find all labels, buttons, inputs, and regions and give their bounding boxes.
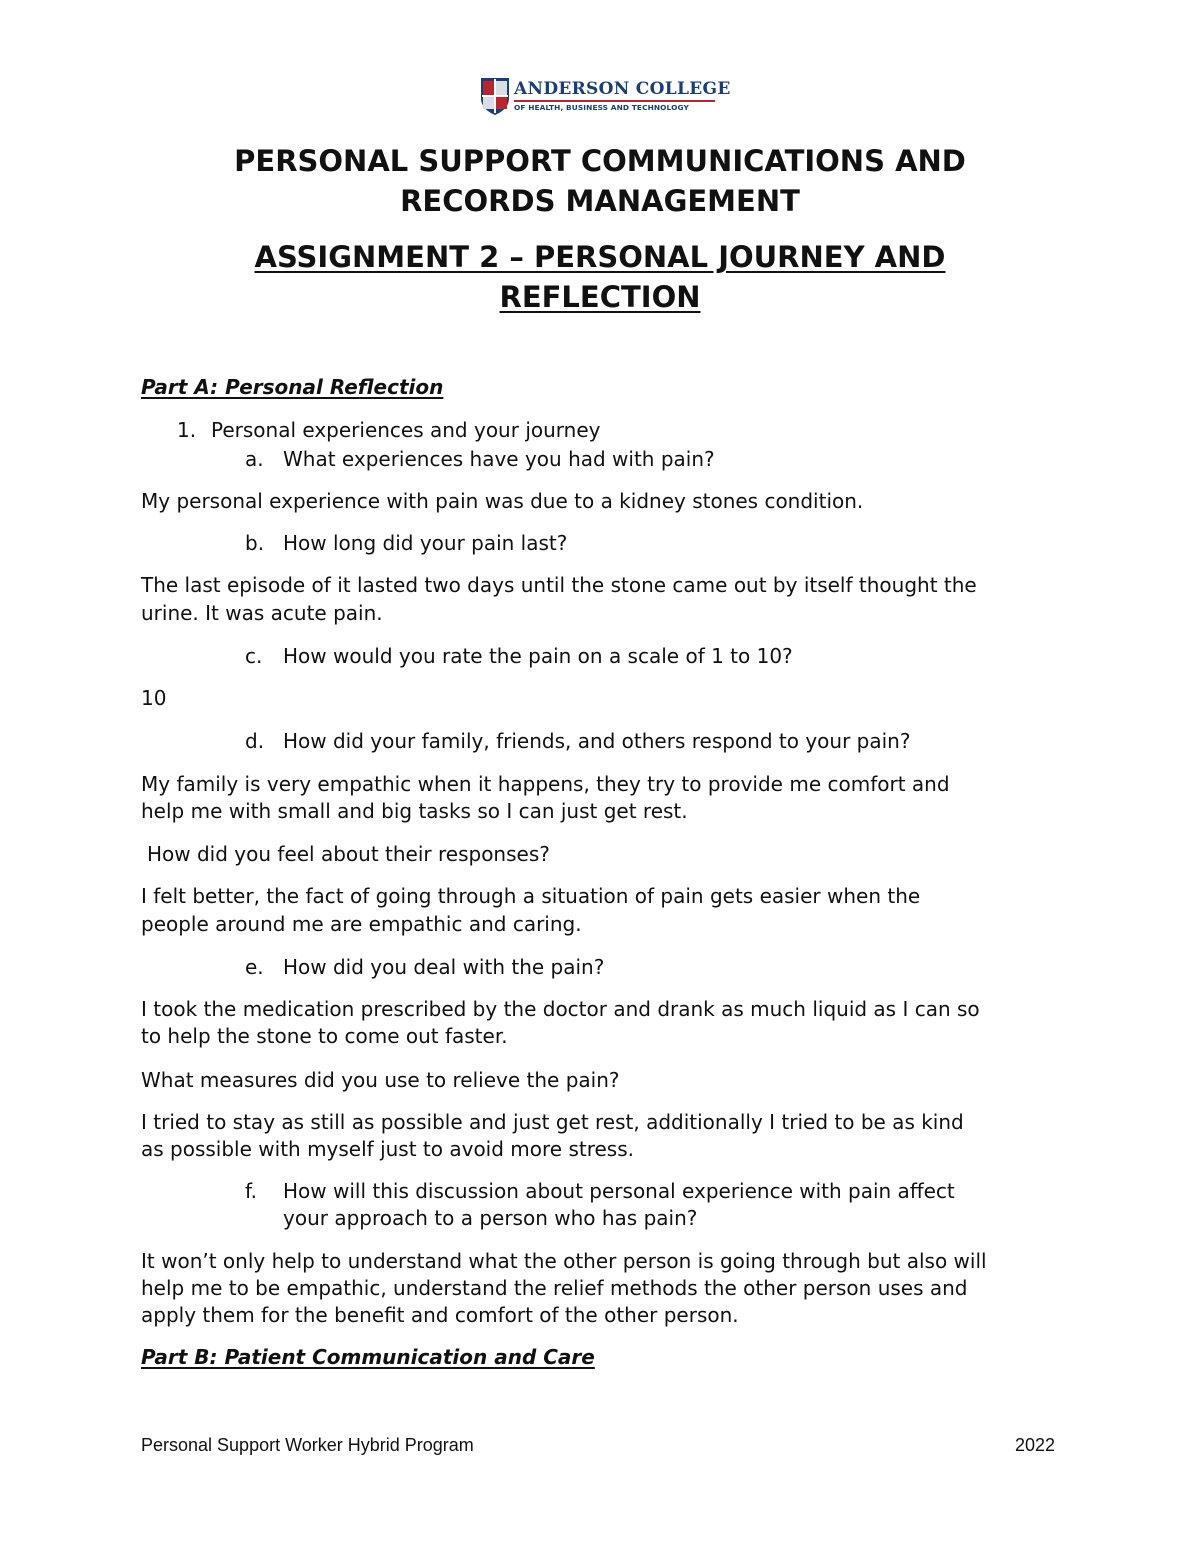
question-a: [245, 445, 1165, 473]
question-marker: e.: [245, 955, 264, 979]
question-marker: a.: [245, 447, 264, 471]
question-e: [245, 953, 1165, 981]
question-f-line-2: your approach to a person who has pain?: [283, 1206, 698, 1230]
answer-e2-line-2: as possible with myself just to avoid more stress.: [141, 1137, 634, 1161]
question-text: How would you rate the pain on a scale of 1 to 10?: [283, 644, 793, 668]
question-text: How did you deal with the pain?: [283, 955, 605, 979]
assignment-title-line-1: ASSIGNMENT 2 – PERSONAL JOURNEY AND: [254, 240, 946, 274]
answer-d-line-2: help me with small and big tasks so I can just get rest.: [141, 799, 688, 823]
course-title-line-2: RECORDS MANAGEMENT: [400, 184, 800, 218]
part-a-heading: Part A: Personal Reflection: [141, 375, 444, 399]
answer-f-line-2: help me to be empathic, understand the relief methods the other person uses and: [141, 1276, 968, 1300]
assignment-title-line-2: REFLECTION: [499, 280, 701, 314]
part-b-heading: Part B: Patient Communication and Care: [141, 1345, 595, 1369]
question-f: [245, 1177, 1165, 1205]
list-item-1: [177, 416, 1097, 444]
assignment-title: [130, 237, 1070, 317]
logo-name: ANDERSON COLLEGE: [514, 78, 731, 99]
question-marker: c.: [245, 644, 263, 668]
question-c: [245, 642, 1165, 670]
question-text: What experiences have you had with pain?: [283, 447, 715, 471]
question-d-followup: How did you feel about their responses?: [147, 842, 550, 866]
question-text: How long did your pain last?: [283, 531, 568, 555]
logo-subtitle: OF HEALTH, BUSINESS AND TECHNOLOGY: [514, 102, 689, 112]
list-item-text: Personal experiences and your journey: [211, 418, 601, 442]
logo-wordmark: [514, 78, 731, 112]
question-text: How did your family, friends, and others respond to your pain?: [283, 729, 911, 753]
answer-d2-line-2: people around me are empathic and caring.: [141, 912, 582, 936]
answer-f-line-3: apply them for the benefit and comfort of the other person.: [141, 1303, 739, 1327]
question-b: [245, 529, 1165, 557]
answer-c: 10: [141, 686, 167, 710]
question-marker: b.: [245, 531, 265, 555]
footer-program: Personal Support Worker Hybrid Program: [141, 1435, 474, 1455]
answer-b-line-1: The last episode of it lasted two days until the stone came out by itself thought the: [141, 573, 977, 597]
footer-year: 2022: [1015, 1435, 1056, 1455]
answer-e-line-2: to help the stone to come out faster.: [141, 1024, 508, 1048]
answer-b-line-2: urine. It was acute pain.: [141, 601, 383, 625]
college-logo: [480, 74, 731, 118]
course-title: [130, 141, 1070, 221]
question-marker: f.: [245, 1179, 257, 1203]
question-d: [245, 727, 1165, 755]
question-e-followup: What measures did you use to relieve the pain?: [141, 1068, 620, 1092]
answer-e2-line-1: I tried to stay as still as possible and just get rest, additionally I tried to be as kind: [141, 1110, 964, 1134]
question-text-line-1: How will this discussion about personal experience with pain affect: [283, 1179, 955, 1203]
answer-a: My personal experience with pain was due to a kidney stones condition.: [141, 489, 864, 513]
answer-f-line-1: It won’t only help to understand what the other person is going through but also will: [141, 1249, 987, 1273]
question-marker: d.: [245, 729, 265, 753]
logo-rule: [514, 100, 715, 102]
shield-icon: [480, 76, 510, 116]
answer-d2-line-1: I felt better, the fact of going through a situation of pain gets easier when the: [141, 884, 921, 908]
answer-d-line-1: My family is very empathic when it happens, they try to provide me comfort and: [141, 772, 950, 796]
course-title-line-1: PERSONAL SUPPORT COMMUNICATIONS AND: [234, 144, 966, 178]
list-marker: 1.: [177, 418, 197, 442]
answer-e-line-1: I took the medication prescribed by the doctor and drank as much liquid as I can so: [141, 997, 980, 1021]
